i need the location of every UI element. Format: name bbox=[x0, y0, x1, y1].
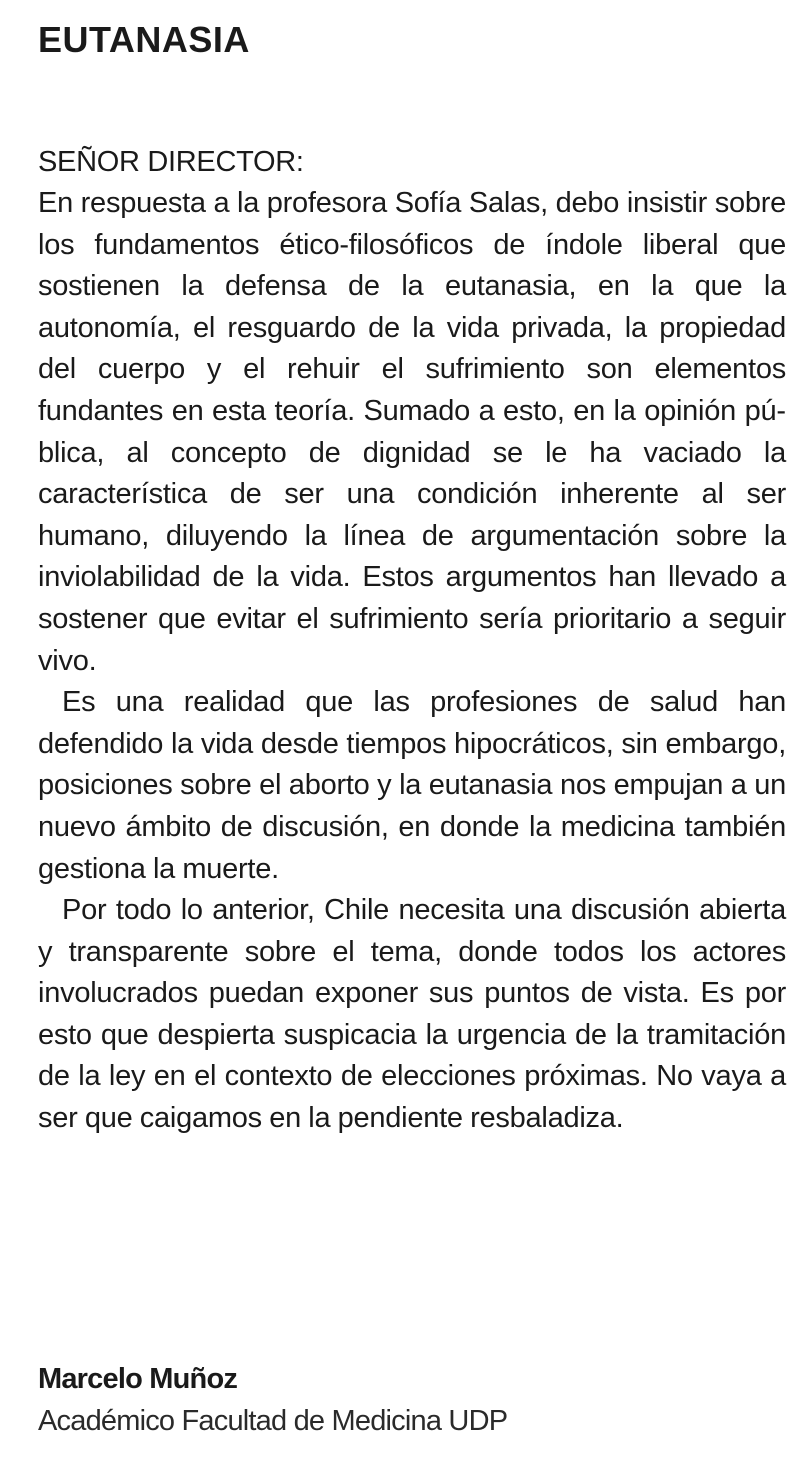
salutation: SEÑOR DIRECTOR: bbox=[38, 146, 304, 178]
letter-paragraph-3: Por todo lo anterior, Chile necesita una discusión abierta y transparente sobre el tema, donde todos los actores involucrados puedan exponer sus puntos de vista. Es por esto que despierta suspicacia la urgencia de la tramitación de la ley en el contexto de elecciones próximas. No vaya a ser que caigamos en la pendiente resbaladiza. bbox=[38, 894, 786, 1135]
letter-paragraph-1: En respuesta a la profesora Sofía Salas, debo insistir sobre los fundamentos ético-filosóficos de índole liberal que sostienen la defensa de la eutanasia, en la que la autonomía, el resguardo de la vida privada, la propiedad del cuerpo y el rehuir el sufrimiento son elementos fundantes en esta teoría. Sumado a esto, en la opinión pública, al concepto de dignidad se le ha vaciado la característica de ser una condición inherente al ser humano, diluyendo la línea de argumentación sobre la inviolabilidad de la vida. Estos argumentos han llevado a sostener que evitar el sufrimiento sería prioritario a seguir vivo. bbox=[38, 187, 786, 677]
letter-paragraph-2: Es una realidad que las profesiones de salud han defendido la vida desde tiempos hipocráticos, sin embargo, posiciones sobre el aborto y la eutanasia nos empujan a un nuevo ámbito de discusión, en donde la medicina también gestiona la muerte. bbox=[38, 686, 786, 885]
letter-title: EUTANASIA bbox=[38, 19, 250, 60]
signature-block bbox=[38, 1358, 786, 1442]
letter bbox=[38, 18, 786, 1140]
author-name: Marcelo Muñoz bbox=[38, 1363, 238, 1395]
author-role: Académico Facultad de Medicina UDP bbox=[38, 1405, 508, 1437]
